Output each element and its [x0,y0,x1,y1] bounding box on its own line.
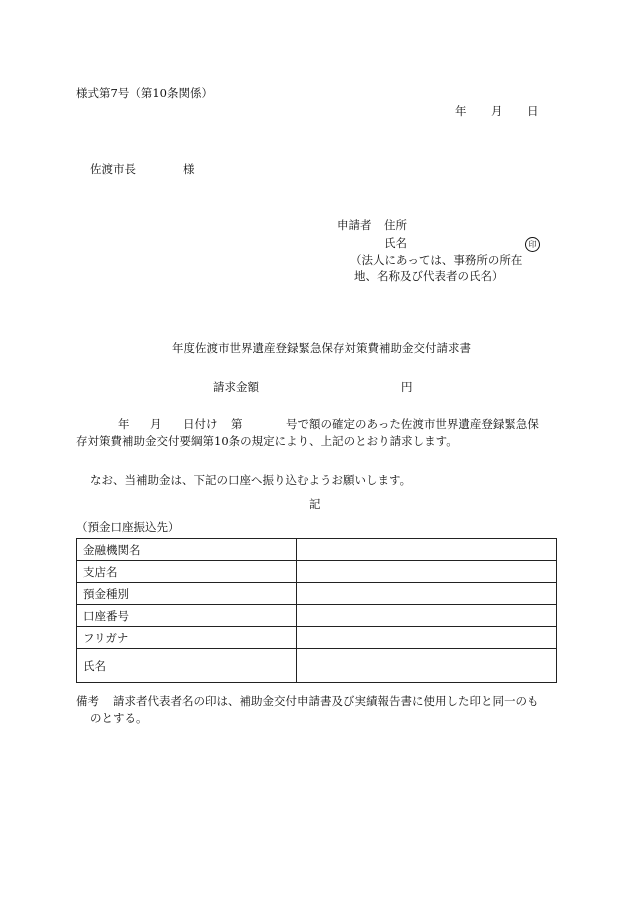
remarks-line2: のとする。 [90,711,148,725]
applicant-note-line1: （法人にあっては、事務所の所在 [350,253,523,267]
row-label-furigana: フリガナ [77,627,297,649]
table-row [77,539,557,561]
body-line1-rest: 号で額の確定のあった佐渡市世界遺産登録緊急保 [286,417,539,431]
seal-icon: 印 [525,237,540,252]
body-paragraph2: なお、当補助金は、下記の口座へ振り込むようお願いします。 [90,473,412,487]
table-row [77,649,557,683]
date-year-label: 年 [455,104,467,118]
applicant-note-line2: 地、名称及び代表者の氏名） [354,269,504,283]
body-day: 日付け [183,417,218,431]
body-line2: 存対策費補助金交付要綱第10条の規定により、上記のとおり請求します。 [76,434,458,448]
account-caption: （預金口座振込先） [76,520,180,534]
row-label-deposit-type: 預金種別 [77,583,297,605]
date-month-label: 月 [491,104,503,118]
seal-mark [525,236,540,252]
ki-heading: 記 [309,497,321,511]
table-row [77,583,557,605]
body-month: 月 [150,417,162,431]
body-number-prefix: 第 [231,417,243,431]
document-title: 年度佐渡市世界遺産登録緊急保存対策費補助金交付請求書 [172,341,471,355]
addressee-name: 佐渡市長 [90,162,136,176]
amount-label: 請求金額 [213,380,259,394]
applicant-name-label: 氏名 [384,236,407,250]
row-label-branch: 支店名 [77,561,297,583]
table-row [77,605,557,627]
table-row [77,627,557,649]
row-value-account-number[interactable] [297,605,557,627]
row-value-branch[interactable] [297,561,557,583]
remarks-line1: 請求者代表者名の印は、補助金交付申請書及び実績報告書に使用した印と同一のも [113,694,539,708]
row-label-account-number: 口座番号 [77,605,297,627]
addressee-honorific: 様 [183,162,195,176]
date-day-label: 日 [527,104,539,118]
table-row [77,561,557,583]
applicant-label: 申請者 [337,218,372,232]
form-number: 様式第7号（第10条関係） [76,86,213,100]
amount-unit: 円 [401,380,413,394]
account-table [76,538,557,683]
row-label-bank: 金融機関名 [77,539,297,561]
row-value-name[interactable] [297,649,557,683]
row-value-bank[interactable] [297,539,557,561]
body-year: 年 [118,417,130,431]
row-value-deposit-type[interactable] [297,583,557,605]
row-value-furigana[interactable] [297,627,557,649]
applicant-address-label: 住所 [384,218,407,232]
remarks-label: 備考 [76,694,99,708]
row-label-name: 氏名 [77,649,297,683]
